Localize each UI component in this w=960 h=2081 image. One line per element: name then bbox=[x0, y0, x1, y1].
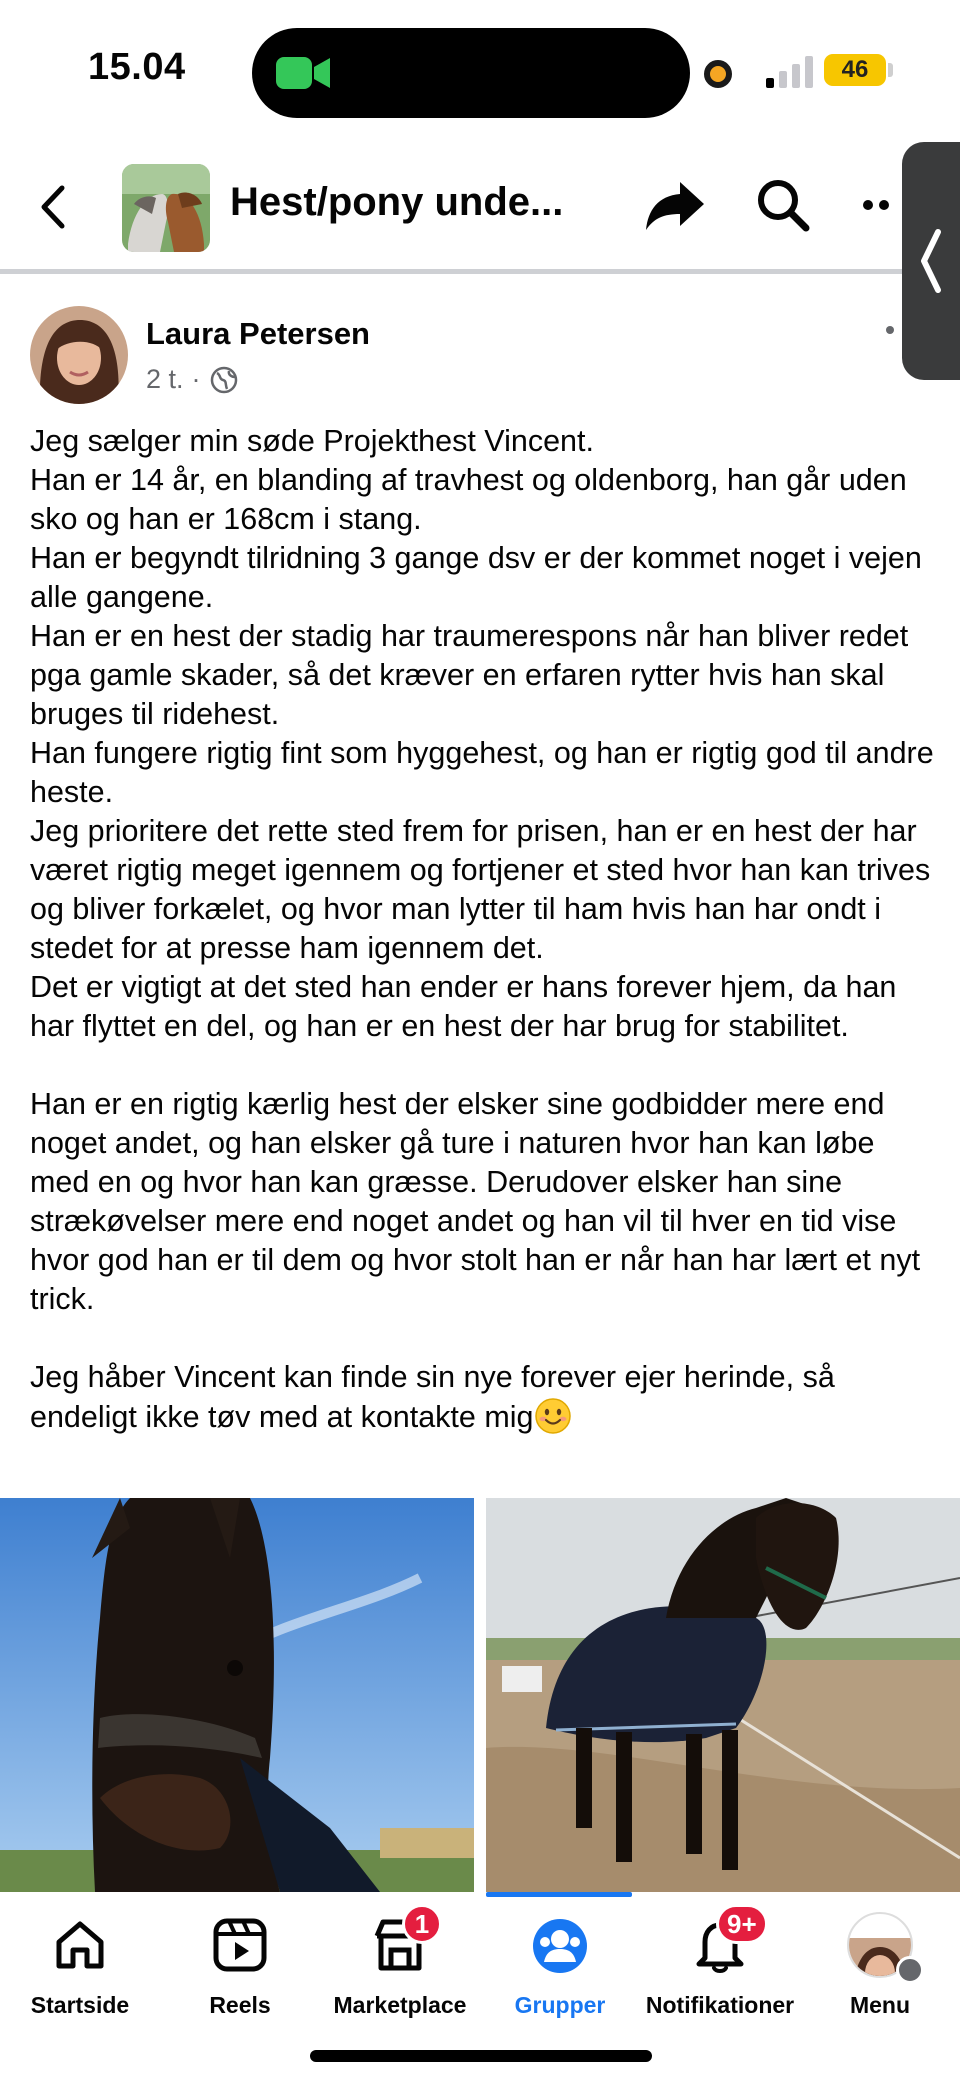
post-text bbox=[30, 422, 940, 1437]
home-icon bbox=[51, 1916, 109, 1974]
post-body: Jeg sælger min søde Projekthest Vincent. Han er 14 år, en blanding af travhest og oldenborg, han går uden sko og han er 168cm i stang. Han er begyndt tilridning 3 gange dsv er der kommet noget i vejen alle gangene. Han er en hest der stadig har traumerespons når han bliver redet pga gamle skader, så det kræver en erfaren rytter hvis han skal bruges til ridehest. Han fungere rigtig fint som hyggehest, og han er rigtig god til andre heste. Jeg prioritere det rette sted frem for prisen, han er en hest der har været rigtig meget igennem og fortjener et sted hvor han kan trives og bliver forkælet, og hvor man lytter til ham hvis han har ondt i stedet for at presse ham igennem det. Det er vigtigt at det sted han ender er hans forever hjem, da han har flyttet en del, og han er en hest der har brug for stabilitet. Han er en rigtig kærlig hest der elsker sine godbidder mere end noget andet, og han elsker gå ture i naturen hvor han kan løbe med en og hvor han kan græsse. Derudover elsker han sine strækøvelser mere end noget andet og han vil til hver en tid vise hvor god han er til dem og hvor stolt han er når han har lært et nyt trick. Jeg håber Vincent kan finde sin nye forever ejer herinde, så endeligt ikke tøv med at kontakte mig bbox=[30, 424, 934, 1434]
smiling-face-emoji-icon bbox=[534, 1397, 572, 1435]
meta-separator: · bbox=[191, 364, 201, 394]
status-time: 15.04 bbox=[88, 46, 186, 88]
nav-label-marketplace: Marketplace bbox=[333, 1992, 467, 2018]
notifications-badge: 9+ bbox=[716, 1904, 768, 1944]
nav-label-reels: Reels bbox=[209, 1992, 271, 2018]
cellular-signal-icon bbox=[766, 56, 816, 88]
nav-label-home: Startside bbox=[30, 1992, 130, 2018]
video-camera-icon bbox=[276, 55, 332, 91]
post-time[interactable]: 2 t. bbox=[146, 364, 184, 394]
share-icon[interactable] bbox=[644, 178, 706, 234]
dynamic-island bbox=[252, 28, 690, 118]
groups-icon bbox=[530, 1916, 590, 1976]
post-menu-dot[interactable] bbox=[886, 326, 894, 334]
battery-level: 46 bbox=[824, 54, 886, 86]
nav-item-menu[interactable] bbox=[800, 1892, 960, 2022]
nav-item-home[interactable] bbox=[0, 1892, 160, 2022]
post-photo-1[interactable] bbox=[0, 1498, 474, 1892]
chevron-left-icon bbox=[918, 226, 944, 296]
group-header bbox=[0, 140, 960, 274]
author-name[interactable]: Laura Petersen bbox=[146, 316, 370, 351]
recording-indicator-icon bbox=[704, 60, 732, 88]
post-photo-2[interactable] bbox=[486, 1498, 960, 1892]
nav-label-notifications: Notifikationer bbox=[645, 1992, 795, 2018]
more-options-icon[interactable] bbox=[862, 190, 906, 220]
author-avatar[interactable] bbox=[30, 306, 128, 404]
nav-item-notifications[interactable] bbox=[640, 1892, 800, 2022]
side-panel-handle[interactable] bbox=[902, 142, 960, 380]
status-bar bbox=[0, 0, 960, 140]
nav-item-groups[interactable] bbox=[480, 1892, 640, 2022]
group-title[interactable]: Hest/pony unde... bbox=[230, 180, 564, 224]
reels-icon bbox=[211, 1916, 269, 1974]
menu-settings-icon bbox=[896, 1956, 924, 1984]
battery-tip bbox=[888, 63, 893, 77]
search-icon[interactable] bbox=[754, 176, 812, 234]
back-arrow-icon[interactable] bbox=[34, 182, 74, 232]
nav-label-menu: Menu bbox=[849, 1992, 911, 2018]
group-thumbnail[interactable] bbox=[122, 164, 210, 252]
home-indicator bbox=[310, 2050, 652, 2062]
marketplace-badge: 1 bbox=[402, 1904, 442, 1944]
nav-item-reels[interactable] bbox=[160, 1892, 320, 2022]
globe-icon bbox=[209, 365, 239, 395]
post-meta bbox=[146, 364, 239, 395]
nav-label-groups: Grupper bbox=[514, 1992, 606, 2018]
nav-item-marketplace[interactable] bbox=[320, 1892, 480, 2022]
